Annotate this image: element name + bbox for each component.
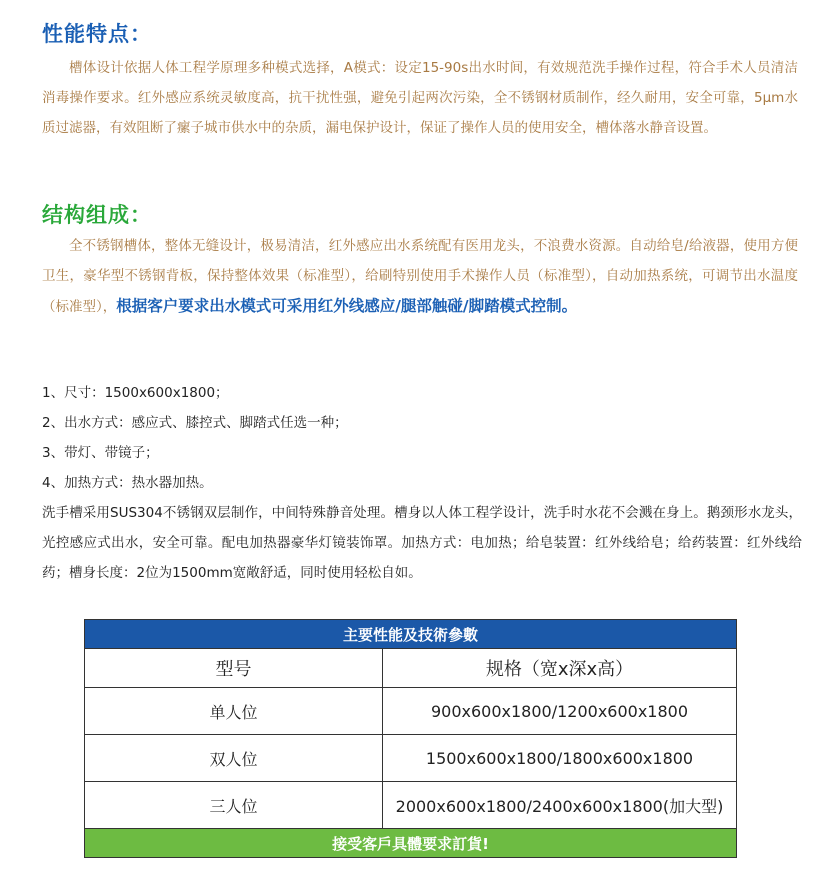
spec-item-light-mirror: 3、带灯、带镜子； <box>42 445 159 461</box>
table-title: 主要性能及技術參數 <box>85 620 737 649</box>
row-model: 双人位 <box>85 735 383 782</box>
structure-text: 全不锈钢槽体，整体无缝设计，极易清洁，红外感应出水系统配有医用龙头，不浪费水资源。自动给皂/给液器，使用方便卫生，豪华型不锈钢背板，保持整体效果（标准型），给刷特别使用手术操作人员（标准型），自动加热系统，可调节出水温度（标准型）， <box>42 238 798 315</box>
row-model: 三人位 <box>85 782 383 829</box>
table-header-row <box>85 649 737 688</box>
row-spec: 2000x600x1800/2400x600x1800(加大型) <box>383 782 737 829</box>
structure-highlight: 根据客户要求出水模式可采用红外线感应/腿部触碰/脚踏模式控制。 <box>116 297 578 315</box>
spec-table <box>84 619 737 858</box>
table-footer: 接受客戶具體要求訂貨! <box>85 829 737 858</box>
spec-item-size: 1、尺寸：1500x600x1800； <box>42 385 229 401</box>
product-description: 洗手槽采用SUS304不锈钢双层制作，中间特殊静音处理。槽身以人体工程学设计，洗手时水花不会溅在身上。鹅颈形水龙头，光控感应式出水，安全可靠。配电加热器豪华灯镜装饰罩。加热方式：电加热；给皂装置：红外线给皂；给药装置：红外线给药；槽身长度：2位为1500mm宽敞舒适，同时使用轻松自如。 <box>42 505 802 581</box>
row-model: 单人位 <box>85 688 383 735</box>
row-spec: 900x600x1800/1200x600x1800 <box>383 688 737 735</box>
header-model: 型号 <box>85 649 383 688</box>
structure-paragraph <box>42 231 798 322</box>
table-row <box>85 782 737 829</box>
performance-heading: 性能特点： <box>42 22 152 46</box>
header-spec: 规格（宽x深x高） <box>383 649 737 688</box>
row-spec: 1500x600x1800/1800x600x1800 <box>383 735 737 782</box>
spec-list <box>42 378 802 498</box>
performance-paragraph: 槽体设计依据人体工程学原理多种模式选择，A模式：设定15-90s出水时间，有效规范洗手操作过程，符合手术人员清洁消毒操作要求。红外感应系统灵敏度高，抗干扰性强，避免引起两次污染，全不锈钢材质制作，经久耐用，安全可靠，5μm水质过滤器，有效阻断了瘰子城市供水中的杂质，漏电保护设计，保证了操作人员的使用安全，槽体落水静音设置。 <box>42 60 798 136</box>
table-row <box>85 688 737 735</box>
table-row <box>85 735 737 782</box>
table-title-row <box>85 620 737 649</box>
spec-item-heating: 4、加热方式：热水器加热。 <box>42 475 213 491</box>
spec-item-water-outlet: 2、出水方式：感应式、膝控式、脚踏式任选一种； <box>42 415 348 431</box>
structure-heading: 结构组成： <box>42 203 152 227</box>
table-footer-row <box>85 829 737 858</box>
